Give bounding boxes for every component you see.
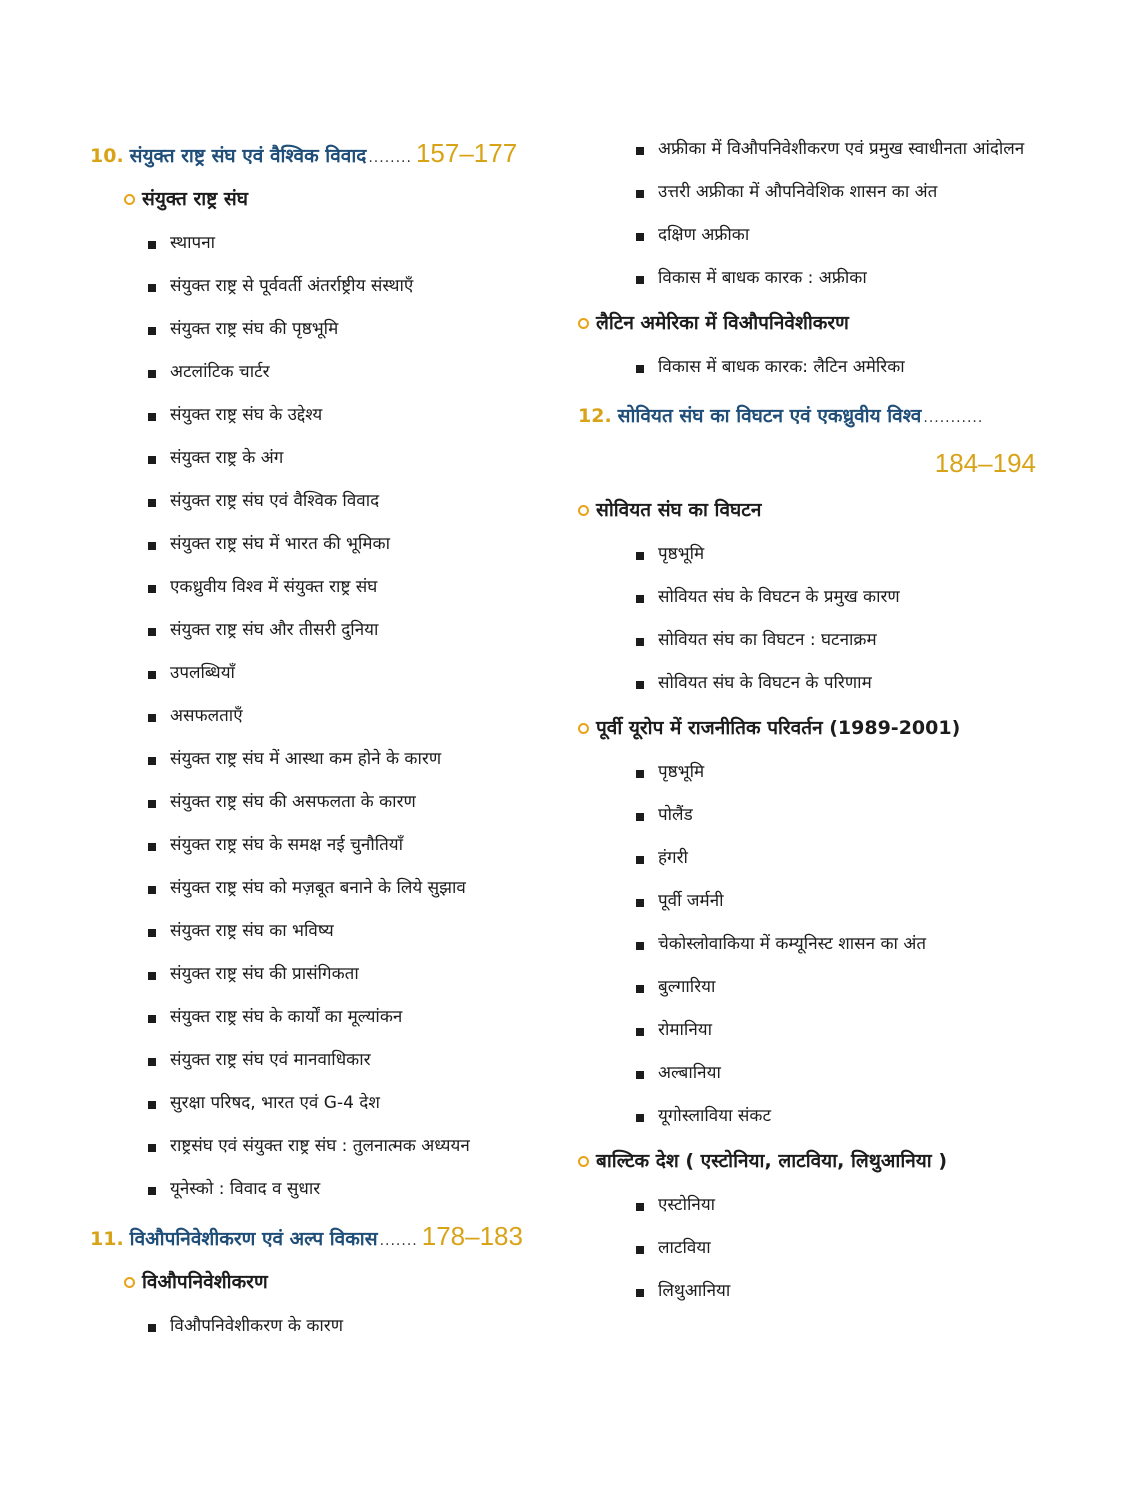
chapter-number: 11. (90, 1228, 124, 1250)
topic-list (578, 128, 1058, 300)
list-item[interactable] (578, 837, 1058, 880)
topic-list (578, 1184, 1058, 1313)
list-item[interactable] (578, 533, 1058, 576)
list-item-text: विकास में बाधक कारक: लैटिन अमेरिका (658, 357, 905, 377)
square-bullet-icon (148, 972, 156, 980)
circle-bullet-icon (578, 723, 589, 734)
topic-list (578, 346, 1058, 389)
list-item[interactable] (578, 1227, 1058, 1270)
square-bullet-icon (148, 370, 156, 378)
list-item[interactable] (90, 824, 560, 867)
list-item-text: संयुक्त राष्ट्र संघ के उद्देश्य (170, 405, 323, 425)
section-heading[interactable] (578, 1138, 1058, 1184)
list-item-text: चेकोस्लोवाकिया में कम्यूनिस्ट शासन का अंत (658, 934, 927, 954)
list-item[interactable] (578, 662, 1058, 705)
section-heading[interactable] (578, 705, 1058, 751)
list-item-text: सोवियत संघ के विघटन के परिणाम (658, 673, 872, 693)
list-item-text: अटलांटिक चार्टर (170, 362, 270, 382)
list-item[interactable] (90, 953, 560, 996)
list-item-text: एकध्रुवीय विश्व में संयुक्त राष्ट्र संघ (170, 577, 378, 597)
list-item-text: संयुक्त राष्ट्र संघ की असफलता के कारण (170, 792, 416, 812)
list-item[interactable] (90, 738, 560, 781)
list-item[interactable] (578, 966, 1058, 1009)
list-item[interactable] (90, 1125, 560, 1168)
chapter-12-heading[interactable] (578, 393, 1058, 439)
list-item-text: दक्षिण अफ्रीका (658, 225, 750, 245)
square-bullet-icon (636, 1071, 644, 1079)
list-item[interactable] (578, 1009, 1058, 1052)
chapter-number: 12. (578, 405, 612, 427)
square-bullet-icon (636, 552, 644, 560)
topic-list (90, 1305, 560, 1348)
list-item-text: संयुक्त राष्ट्र संघ की प्रासंगिकता (170, 964, 359, 984)
circle-bullet-icon (124, 1277, 135, 1288)
list-item-text: संयुक्त राष्ट्र संघ के समक्ष नई चुनौतियाँ (170, 835, 404, 855)
list-item[interactable] (90, 652, 560, 695)
list-item-text: अल्बानिया (658, 1063, 721, 1083)
list-item[interactable] (90, 437, 560, 480)
chapter-number: 10. (90, 145, 124, 167)
list-item-text: उपलब्धियाँ (170, 663, 235, 683)
list-item[interactable] (90, 867, 560, 910)
list-item[interactable] (90, 996, 560, 1039)
square-bullet-icon (148, 1058, 156, 1066)
list-item[interactable] (578, 1184, 1058, 1227)
list-item-text: संयुक्त राष्ट्र संघ में भारत की भूमिका (170, 534, 391, 554)
list-item[interactable] (90, 1082, 560, 1125)
section-title: बाल्टिक देश ( एस्टोनिया, लाटविया, लिथुआनिया ) (596, 1150, 948, 1172)
square-bullet-icon (148, 241, 156, 249)
square-bullet-icon (148, 585, 156, 593)
list-item[interactable] (578, 1052, 1058, 1095)
square-bullet-icon (148, 1324, 156, 1332)
square-bullet-icon (148, 456, 156, 464)
square-bullet-icon (148, 499, 156, 507)
list-item[interactable] (578, 1095, 1058, 1138)
list-item-text: यूगोस्लाविया संकट (658, 1106, 772, 1126)
list-item-text: संयुक्त राष्ट्र संघ में आस्था कम होने के कारण (170, 749, 442, 769)
list-item[interactable] (578, 1270, 1058, 1313)
list-item[interactable] (578, 171, 1058, 214)
list-item[interactable] (90, 351, 560, 394)
section-heading[interactable] (578, 487, 1058, 533)
square-bullet-icon (148, 1187, 156, 1195)
square-bullet-icon (636, 147, 644, 155)
topic-list (90, 222, 560, 1211)
list-item-text: संयुक्त राष्ट्र संघ के कार्यों का मूल्यांकन (170, 1007, 403, 1027)
section-heading[interactable] (578, 300, 1058, 346)
list-item-text: लाटविया (658, 1238, 711, 1258)
list-item-text: विऔपनिवेशीकरण के कारण (170, 1316, 344, 1336)
square-bullet-icon (636, 595, 644, 603)
list-item-text: उत्तरी अफ्रीका में औपनिवेशिक शासन का अंत (658, 182, 938, 202)
square-bullet-icon (636, 1289, 644, 1297)
chapter-title: सोवियत संघ का विघटन एवं एकध्रुवीय विश्व (617, 405, 922, 427)
chapter-10-heading[interactable] (90, 130, 560, 176)
square-bullet-icon (636, 856, 644, 864)
leader-dots: ....... (379, 1233, 418, 1249)
list-item[interactable] (578, 880, 1058, 923)
square-bullet-icon (148, 1144, 156, 1152)
list-item[interactable] (90, 480, 560, 523)
list-item[interactable] (90, 695, 560, 738)
list-item[interactable] (578, 576, 1058, 619)
section-title: सोवियत संघ का विघटन (596, 499, 762, 521)
square-bullet-icon (636, 1246, 644, 1254)
left-column (90, 130, 560, 1348)
list-item[interactable] (578, 346, 1058, 389)
list-item-text: रोमानिया (658, 1020, 713, 1040)
page-range: 157–177 (415, 138, 518, 168)
page-range: 184–194 (934, 448, 1036, 478)
list-item-text: सोवियत संघ के विघटन के प्रमुख कारण (658, 587, 900, 607)
square-bullet-icon (148, 1015, 156, 1023)
list-item[interactable] (578, 923, 1058, 966)
list-item-text: विकास में बाधक कारक : अफ्रीका (658, 268, 867, 288)
list-item[interactable] (90, 1305, 560, 1348)
list-item[interactable] (90, 566, 560, 609)
square-bullet-icon (636, 1114, 644, 1122)
square-bullet-icon (148, 327, 156, 335)
list-item-text: संयुक्त राष्ट्र संघ का भविष्य (170, 921, 334, 941)
list-item[interactable] (578, 128, 1058, 171)
square-bullet-icon (636, 770, 644, 778)
square-bullet-icon (636, 813, 644, 821)
chapter-11-heading[interactable] (90, 1213, 560, 1259)
topic-list (578, 533, 1058, 705)
square-bullet-icon (636, 1028, 644, 1036)
leader-dots: ........... (923, 410, 984, 426)
square-bullet-icon (148, 843, 156, 851)
list-item[interactable] (90, 910, 560, 953)
section-title: विऔपनिवेशीकरण (142, 1271, 268, 1293)
list-item[interactable] (90, 265, 560, 308)
list-item[interactable] (578, 257, 1058, 300)
list-item-text: पूर्वी जर्मनी (658, 891, 724, 911)
section-title: लैटिन अमेरिका में विऔपनिवेशीकरण (596, 312, 849, 334)
list-item-text: पोलैंड (658, 805, 693, 825)
square-bullet-icon (148, 929, 156, 937)
square-bullet-icon (148, 671, 156, 679)
list-item-text: संयुक्त राष्ट्र संघ एवं वैश्विक विवाद (170, 491, 380, 511)
list-item-text: संयुक्त राष्ट्र संघ एवं मानवाधिकार (170, 1050, 371, 1070)
list-item-text: एस्टोनिया (658, 1195, 716, 1215)
list-item-text: संयुक्त राष्ट्र संघ की पृष्ठभूमि (170, 319, 339, 339)
circle-bullet-icon (578, 1156, 589, 1167)
circle-bullet-icon (578, 318, 589, 329)
list-item[interactable] (90, 1168, 560, 1211)
square-bullet-icon (148, 714, 156, 722)
square-bullet-icon (148, 757, 156, 765)
square-bullet-icon (636, 942, 644, 950)
square-bullet-icon (148, 800, 156, 808)
square-bullet-icon (636, 365, 644, 373)
square-bullet-icon (148, 284, 156, 292)
list-item-text: संयुक्त राष्ट्र संघ को मज़बूत बनाने के लिये सुझाव (170, 878, 466, 898)
list-item-text: लिथुआनिया (658, 1281, 731, 1301)
section-heading[interactable] (90, 1259, 560, 1305)
list-item-text: अफ्रीका में विऔपनिवेशीकरण एवं प्रमुख स्वाधीनता आंदोलन (658, 139, 1025, 159)
list-item[interactable] (90, 781, 560, 824)
square-bullet-icon (636, 190, 644, 198)
list-item-text: असफलताएँ (170, 706, 243, 726)
list-item-text: पृष्ठभूमि (658, 544, 705, 564)
square-bullet-icon (636, 985, 644, 993)
chapter-title: विऔपनिवेशीकरण एवं अल्प विकास (129, 1228, 378, 1250)
list-item-text: यूनेस्को : विवाद व सुधार (170, 1179, 321, 1199)
list-item[interactable] (90, 222, 560, 265)
square-bullet-icon (148, 628, 156, 636)
square-bullet-icon (636, 899, 644, 907)
square-bullet-icon (148, 886, 156, 894)
list-item[interactable] (90, 523, 560, 566)
square-bullet-icon (636, 276, 644, 284)
circle-bullet-icon (124, 194, 135, 205)
list-item-text: संयुक्त राष्ट्र के अंग (170, 448, 284, 468)
square-bullet-icon (636, 681, 644, 689)
section-title: पूर्वी यूरोप में राजनीतिक परिवर्तन (1989-2001) (596, 717, 961, 739)
section-heading[interactable] (90, 176, 560, 222)
square-bullet-icon (148, 413, 156, 421)
topic-list (578, 751, 1058, 1138)
list-item[interactable] (90, 308, 560, 351)
list-item-text: बुल्गारिया (658, 977, 716, 997)
leader-dots: ........ (368, 150, 412, 166)
circle-bullet-icon (578, 505, 589, 516)
page-range: 178–183 (421, 1221, 523, 1251)
list-item-text: पृष्ठभूमि (658, 762, 705, 782)
list-item-text: स्थापना (170, 233, 216, 253)
square-bullet-icon (636, 1203, 644, 1211)
square-bullet-icon (148, 542, 156, 550)
list-item[interactable] (90, 1039, 560, 1082)
list-item[interactable] (90, 394, 560, 437)
list-item-text: राष्ट्रसंघ एवं संयुक्त राष्ट्र संघ : तुलनात्मक अध्ययन (170, 1136, 470, 1156)
list-item[interactable] (578, 751, 1058, 794)
list-item-text: हंगरी (658, 848, 688, 868)
list-item[interactable] (578, 794, 1058, 837)
square-bullet-icon (636, 233, 644, 241)
list-item[interactable] (578, 619, 1058, 662)
list-item-text: संयुक्त राष्ट्र संघ और तीसरी दुनिया (170, 620, 379, 640)
square-bullet-icon (148, 1101, 156, 1109)
list-item-text: सोवियत संघ का विघटन : घटनाक्रम (658, 630, 877, 650)
list-item-text: संयुक्त राष्ट्र से पूर्ववर्ती अंतर्राष्ट्रीय संस्थाएँ (170, 276, 414, 296)
list-item-text: सुरक्षा परिषद, भारत एवं G-4 देश (170, 1093, 380, 1113)
square-bullet-icon (636, 638, 644, 646)
section-title: संयुक्त राष्ट्र संघ (142, 188, 248, 210)
right-column (578, 128, 1058, 1313)
list-item[interactable] (90, 609, 560, 652)
list-item[interactable] (578, 214, 1058, 257)
chapter-title: संयुक्त राष्ट्र संघ एवं वैश्विक विवाद (129, 145, 367, 167)
